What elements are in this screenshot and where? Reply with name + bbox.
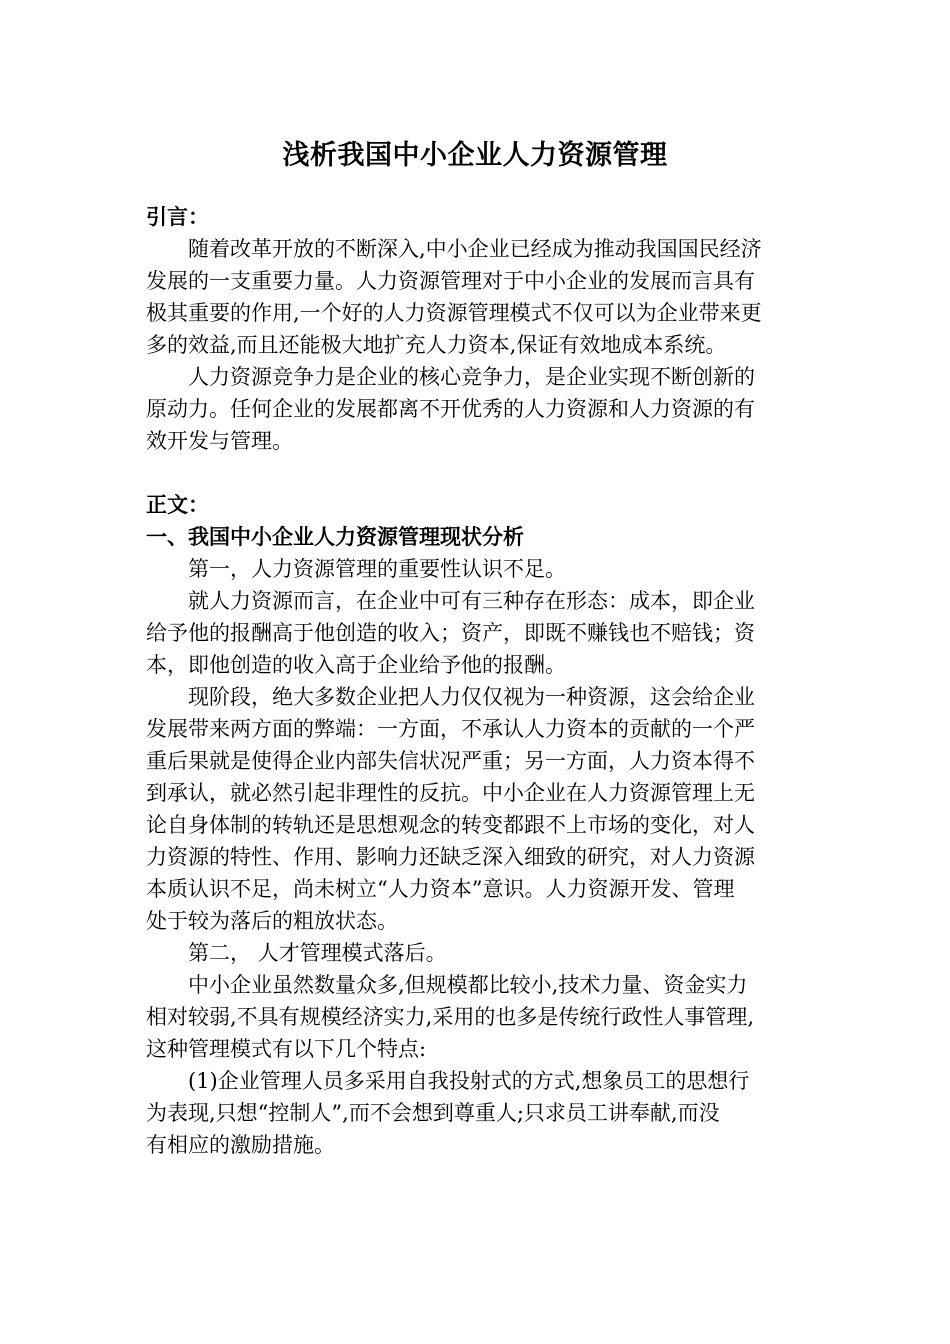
paragraph-line: 人力资源竞争力是企业的核心竞争力，是企业实现不断创新的 [188, 365, 755, 389]
paragraph-line: 原动力。任何企业的发展都离不开优秀的人力资源和人力资源的有 [146, 397, 755, 421]
paragraph-line: 随着改革开放的不断深入,中小企业已经成为推动我国国民经济 [188, 237, 762, 261]
blank-line [146, 457, 804, 489]
paragraph-line: 给予他的报酬高于他创造的收入；资产，即既不赚钱也不赔钱；资 [146, 621, 755, 645]
paragraph-line: 中小企业虽然数量众多,但规模都比较小,技术力量、资金实力 [188, 973, 748, 997]
paragraph-line: 有相应的激励措施。 [146, 1133, 335, 1157]
paragraph-line: 发展带来两方面的弊端：一方面，不承认人力资本的贡献的一个严 [146, 717, 755, 741]
section-heading-introduction: 引言： [146, 204, 209, 229]
paragraph-line: 这种管理模式有以下几个特点: [146, 1037, 427, 1061]
paragraph-line: 重后果就是使得企业内部失信状况严重；另一方面，人力资本得不 [146, 749, 755, 773]
document-title: 浅析我国中小企业人力资源管理 [282, 140, 668, 171]
section-heading-main-text: 正文： [146, 492, 209, 517]
paragraph-line: 现阶段，绝大多数企业把人力仅仅视为一种资源，这会给企业 [188, 685, 755, 709]
paragraph-line: 就人力资源而言，在企业中可有三种存在形态：成本，即企业 [188, 589, 755, 613]
paragraph-line: 效开发与管理。 [146, 429, 293, 453]
paragraph-line: 第一，人力资源管理的重要性认识不足。 [188, 557, 566, 581]
paragraph-line: (1)企业管理人员多采用自我投射式的方式,想象员工的思想行 [188, 1069, 750, 1093]
document-body [146, 201, 804, 1161]
subsection-heading: 一、我国中小企业人力资源管理现状分析 [146, 524, 524, 549]
paragraph-line: 到承认，就必然引起非理性的反抗。中小企业在人力资源管理上无 [146, 781, 755, 805]
paragraph-line: 极其重要的作用,一个好的人力资源管理模式不仅可以为企业带来更 [146, 301, 762, 325]
paragraph-line: 发展的一支重要力量。人力资源管理对于中小企业的发展而言具有 [146, 269, 755, 293]
paragraph-line: 多的效益,而且还能极大地扩充人力资本,保证有效地成本系统。 [146, 333, 727, 357]
paragraph-line: 第二， 人才管理模式落后。 [188, 941, 447, 965]
paragraph-line: 本，即他创造的收入高于企业给予他的报酬。 [146, 653, 566, 677]
paragraph-line: 为表现,只想“控制人”,而不会想到尊重人;只求员工讲奉献,而没 [146, 1101, 720, 1125]
paragraph-line: 本质认识不足，尚未树立“人力资本”意识。人力资源开发、管理 [146, 877, 735, 901]
paragraph-line: 力资源的特性、作用、影响力还缺乏深入细致的研究，对人力资源 [146, 845, 755, 869]
paragraph-line: 相对较弱,不具有规模经济实力,采用的也多是传统行政性人事管理, [146, 1005, 755, 1029]
paragraph-line: 论自身体制的转轨还是思想观念的转变都跟不上市场的变化，对人 [146, 813, 755, 837]
paragraph-line: 处于较为落后的粗放状态。 [146, 909, 398, 933]
